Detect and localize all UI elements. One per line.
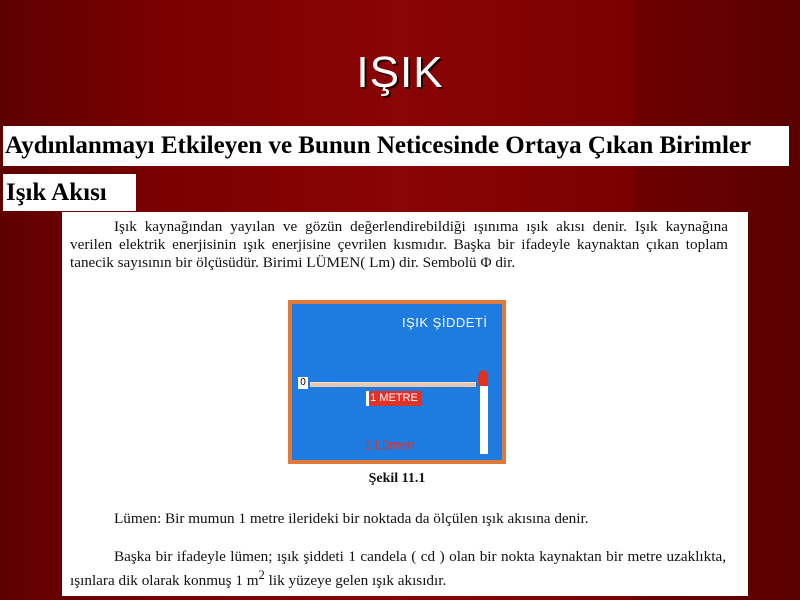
lumen-label: 1 Lümen	[364, 437, 415, 452]
paragraph-intro: Işık kaynağından yayılan ve gözün değerlendirebildiği ışınıma ışık akısı denir. Işık kaynağına verilen elektrik enerjisinin ışık enerjisine çevrilen kısmıdır. Başka bir ifadeyle kaynaktan çıkan toplam tanecik sayısının bir ölçüsüdür. Birimi LÜMEN( Lm) dir. Sembolü Φ dir.	[70, 218, 728, 271]
candle-icon	[480, 386, 488, 454]
ruler-zero-label: 0	[298, 377, 308, 389]
slide-title: IŞIK	[356, 48, 444, 97]
document-panel	[62, 212, 748, 596]
paragraph-3-tail: lik yüzeye gelen ışık akısıdır.	[264, 572, 447, 590]
paragraph-lumen-alternative	[70, 548, 726, 590]
paragraph-lumen-definition: Lümen: Bir mumun 1 metre ilerideki bir noktada da ölçülen ışık akısına denir.	[114, 510, 589, 527]
distance-label: 1 METRE	[366, 391, 422, 406]
ruler-bar	[310, 382, 476, 387]
figure-light-intensity	[288, 300, 506, 464]
superscript-exponent: 2	[258, 568, 265, 582]
figure-title: IŞIK ŞİDDETİ	[402, 315, 488, 330]
figure-caption: Şekil 11.1	[368, 471, 426, 486]
banner-heading: Aydınlanmayı Etkileyen ve Bunun Neticesinde Ortaya Çıkan Birimler	[3, 126, 789, 166]
banner-subheading: Işık Akısı	[3, 174, 136, 211]
paragraph-3-text: Başka bir ifadeyle lümen; ışık şiddeti 1 candela ( cd ) olan bir nokta kaynaktan bir metre uzaklıkta, ışınlara dik olarak konmuş 1 m	[70, 548, 726, 590]
figure-canvas	[292, 304, 502, 460]
